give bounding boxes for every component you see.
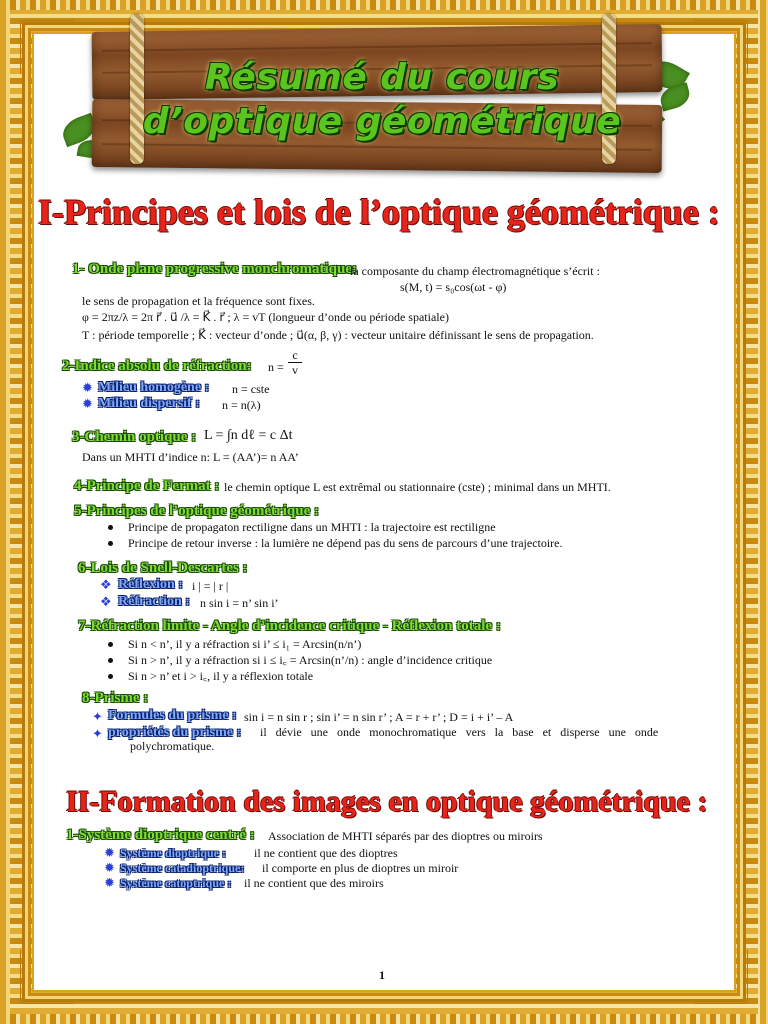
title-banner [92, 22, 662, 174]
medium-homogeneous-value: n = cste [232, 382, 270, 396]
principle-text: : la lumière ne dépend pas du sens de parcours d’une trajectoire. [251, 536, 563, 550]
prism-properties-value: il dévie une onde monochromatique vers la base et disperse une onde [260, 725, 659, 739]
section8-title: 8-Prisme : [82, 690, 149, 706]
star-bullet-icon: ✹ [104, 860, 115, 875]
section1-line: φ = 2πz/λ = 2π r⃗ . u⃗ /λ = K⃗ . r⃗ ; λ = vT (longueur d’onde ou période spatiale) [82, 310, 449, 324]
principle-item [128, 536, 563, 550]
star-bullet-icon: ✹ [82, 380, 93, 395]
prism-formulas-value: sin i = n sin r ; sin i’ = n sin r’ ; A = r + r’ ; D = i + i’ – A [244, 710, 514, 724]
medium-homogeneous-label: Milieu homogène : [98, 380, 210, 395]
page-number: 1 [379, 968, 385, 982]
optical-path-line: Dans un MHTI d’indice n: L = (AA’)= n AA’ [82, 450, 299, 464]
refraction-label: Réfraction : [118, 594, 190, 609]
section7-title: 7-Réfraction limite - Angle d’incidence critique - Réflexion totale : [78, 618, 501, 634]
system-type-value: il ne contient que des dioptres [254, 846, 398, 860]
fraction-numerator: c [292, 348, 298, 362]
section2-title: 2-Indice absolu de réfraction: [62, 358, 252, 374]
principle-label: Principe de retour inverse [128, 536, 252, 550]
section3-title: 3-Chemin optique : [72, 429, 197, 445]
medium-dispersive-value: n = n(λ) [222, 398, 261, 412]
bullet-icon [108, 658, 113, 663]
cluster-bullet-icon: ❖ [100, 577, 112, 592]
optical-path-formula: L = ∫n dℓ = c Δt [204, 428, 293, 443]
section1-title: 1- Onde plane progressive monchromatique: [72, 261, 358, 277]
prism-formulas-label: Formules du prisme : [108, 708, 237, 723]
principle-label: Principe de propagaton rectiligne dans un MHTI [128, 520, 362, 534]
part2-title: II-Formation des images en optique géométrique : [66, 785, 708, 818]
principle-text: : la trajectoire est rectiligne [361, 520, 496, 534]
cluster-bullet-icon: ❖ [100, 594, 112, 609]
critical-angle-item: Si n > n’, il y a réfraction si i ≤ i꜀ = Arcsin(n’/n) : angle d’incidence critique [128, 653, 493, 667]
part2-section1-title: 1-Système dioptrique centré : [66, 827, 255, 843]
system-type-value: il ne contient que des miroirs [244, 876, 384, 890]
star-bullet-icon: ✹ [104, 875, 115, 890]
refraction-value: n sin i = n’ sin i’ [200, 596, 279, 610]
prism-properties-label: propriétés du prisme : [108, 725, 242, 740]
section1-formula: s(M, t) = s₀cos(ωt - φ) [400, 280, 507, 294]
critical-angle-item: Si n > n’ et i > i꜀, il y a réflexion totale [128, 669, 314, 683]
section5-title: 5-Principes de l’optique géométrique : [74, 503, 319, 519]
reflection-label: Réflexion : [118, 577, 183, 592]
diamond-bullet-icon: ✦ [92, 709, 103, 724]
bullet-icon [108, 674, 113, 679]
banner-title-line2: d’optique géométrique [142, 101, 622, 142]
system-type-label: Système dioptrique : [120, 846, 226, 860]
section1-line: le sens de propagation et la fréquence sont fixes. [82, 294, 315, 308]
part1-title: I-Principes et lois de l’optique géométrique : [38, 192, 720, 232]
section1-line: T : période temporelle ; K⃗ : vecteur d’onde ; u⃗(α, β, γ) : vecteur unitaire définissant le sens de propagation. [82, 328, 594, 342]
fraction-denominator: v [292, 363, 298, 377]
system-type-label: Système catoptrique : [120, 876, 232, 890]
section4-title: 4-Principe de Fermat : [74, 478, 220, 494]
banner-title [132, 56, 632, 144]
index-formula-label: n = [268, 360, 284, 374]
reflection-value: i | = | r | [192, 579, 229, 593]
fermat-text: le chemin optique L est extrêmal ou stationnaire (cste) ; minimal dans un MHTI. [224, 480, 611, 494]
star-bullet-icon: ✹ [104, 845, 115, 860]
principle-item [128, 520, 496, 534]
bullet-icon [108, 541, 113, 546]
section6-title: 6-Lois de Snell-Descartes : [78, 560, 248, 576]
bullet-icon [108, 642, 113, 647]
section1-intro: la composante du champ électromagnétique s’écrit : [350, 264, 600, 278]
part2-section1-text: Association de MHTI séparés par des dioptres ou miroirs [268, 829, 543, 843]
index-formula-fraction [288, 348, 302, 377]
bullet-icon [108, 525, 113, 530]
star-bullet-icon: ✹ [82, 396, 93, 411]
prism-properties-value-cont: polychromatique. [130, 739, 215, 753]
banner-title-line1: Résumé du cours [204, 57, 560, 98]
critical-angle-item: Si n < n’, il y a réfraction si i’ ≤ i₁ = Arcsin(n/n’) [128, 637, 362, 651]
system-type-label: Système catadioptrique: [120, 861, 245, 875]
system-type-value: il comporte en plus de dioptres un miroir [262, 861, 459, 875]
medium-dispersive-label: Milieu dispersif : [98, 396, 200, 411]
diamond-bullet-icon: ✦ [92, 726, 103, 741]
